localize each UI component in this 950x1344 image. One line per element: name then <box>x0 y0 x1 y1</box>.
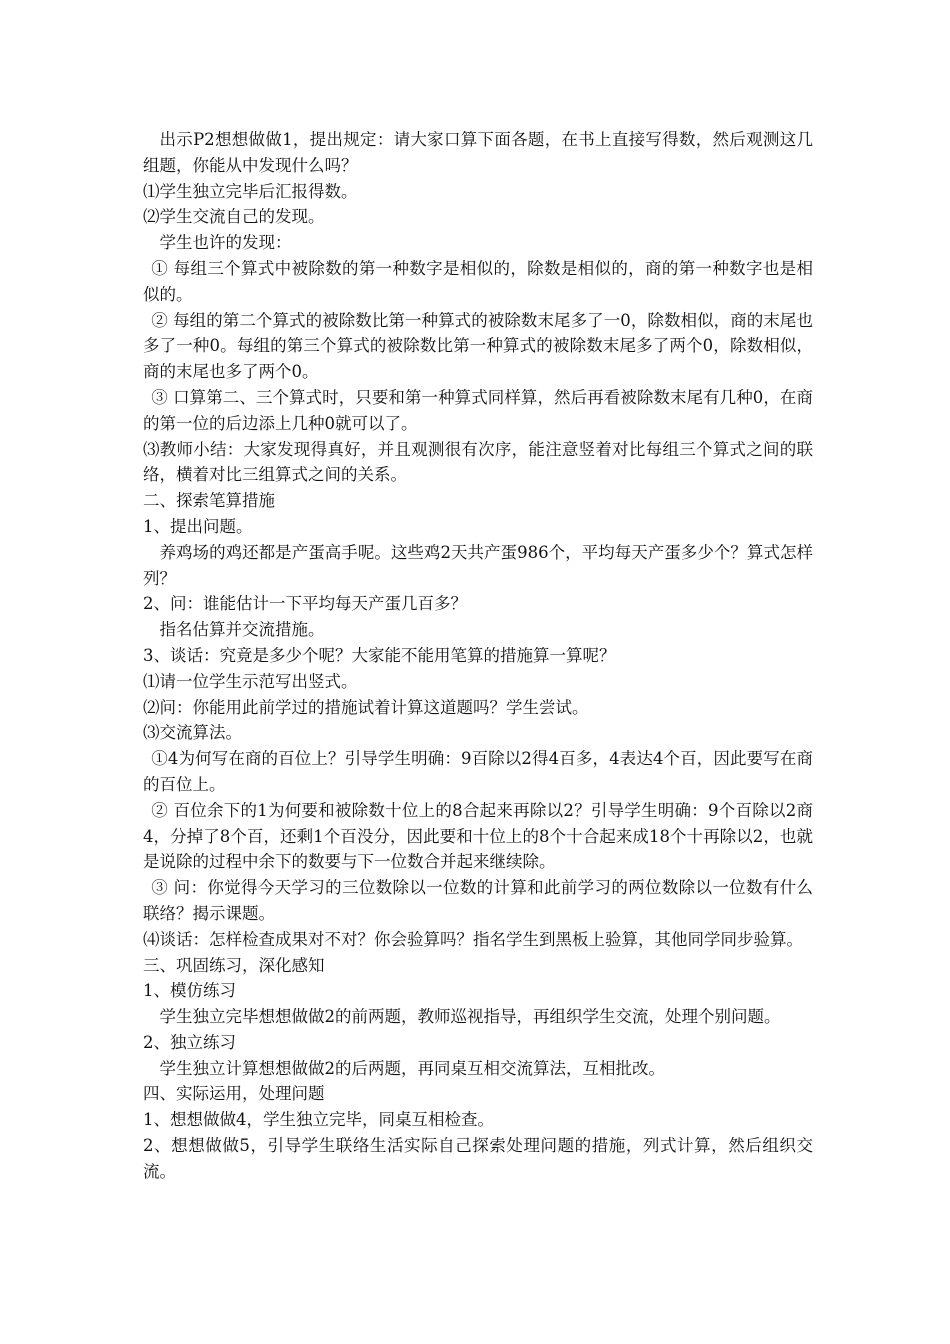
paragraph: 2、独立练习 <box>143 1032 236 1052</box>
paragraph: 指名估算并交流措施。 <box>159 620 325 640</box>
paragraph: ⑶教师小结：大家发现得真好，并且观测很有次序，能注意竖着对比每组三个算式之间的联络，横着对比三组算式之间的关系。 <box>143 439 813 485</box>
paragraph: 学生独立计算想想做做2的后两题，再同桌互相交流算法，互相批改。 <box>159 1058 665 1078</box>
paragraph: 3、谈话：究竟是多少个呢？大家能不能用笔算的措施算一算呢？ <box>143 645 616 665</box>
paragraph: ③ 问：你觉得今天学习的三位数除以一位数的计算和此前学习的两位数除以一位数有什么联络？揭示课题。 <box>143 878 813 923</box>
paragraph: 出示P2想想做做1，提出规定：请大家口算下面各题，在书上直接写得数，然后观测这几组题，你能从中发现什么吗？ <box>143 130 813 175</box>
paragraph: ⑷谈话：怎样检查成果对不对？你会验算吗？指名学生到黑板上验算，其他同学同步验算。 <box>143 929 803 949</box>
paragraph: 二、探索笔算措施 <box>143 491 275 511</box>
paragraph: ①4为何写在商的百位上？引导学生明确：9百除以2得4百多，4表达4个百，因此要写在商的百位上。 <box>143 749 813 794</box>
paragraph: ⑵学生交流自己的发现。 <box>143 207 325 227</box>
paragraph: ③ 口算第二、三个算式时，只要和第一种算式同样算，然后再看被除数末尾有几种0，在商的第一位的后边添上几种0就可以了。 <box>143 387 813 433</box>
paragraph: 三、巩固练习，深化感知 <box>143 955 325 975</box>
paragraph: 四、实际运用，处理问题 <box>143 1084 325 1104</box>
paragraph: 2、问：谁能估计一下平均每天产蛋几百多？ <box>143 594 467 614</box>
paragraph: ⑴请一位学生示范写出竖式。 <box>143 671 358 691</box>
paragraph: ⑵问：你能用此前学过的措施试着计算这道题吗？学生尝试。 <box>143 697 589 717</box>
paragraph: ② 百位余下的1为何要和被除数十位上的8合起来再除以2？引导学生明确：9个百除以2商4，分掉了8个百，还剩1个百没分，因此要和十位上的8个十合起来成18个十再除以2，也就是说除的过程中余下的数要与下一位数合并起来继续除。 <box>143 800 813 872</box>
paragraph: ⑶交流算法。 <box>143 723 242 743</box>
paragraph: 1、想想做做4，学生独立完毕，同桌互相检查。 <box>143 1110 494 1130</box>
document-body <box>143 127 813 1185</box>
paragraph: ② 每组的第二个算式的被除数比第一种算式的被除数末尾多了一0，除数相似，商的末尾也多了一种0。每组的第三个算式的被除数比第一种算式的被除数末尾多了两个0，除数相似，商的末尾也多了两个0。 <box>143 310 813 382</box>
paragraph: ① 每组三个算式中被除数的第一种数字是相似的，除数是相似的，商的第一种数字也是相似的。 <box>143 258 813 304</box>
paragraph: 1、模仿练习 <box>143 981 236 1001</box>
paragraph: 学生独立完毕想想做做2的前两题，教师巡视指导，再组织学生交流，处理个别问题。 <box>159 1007 781 1027</box>
paragraph: 1、提出问题。 <box>143 516 253 536</box>
paragraph: 学生也许的发现： <box>159 233 292 253</box>
paragraph: 养鸡场的鸡还都是产蛋高手呢。这些鸡2天共产蛋986个，平均每天产蛋多少个？算式怎样列？ <box>143 542 813 588</box>
paragraph: ⑴学生独立完毕后汇报得数。 <box>143 181 358 201</box>
paragraph: 2、想想做做5，引导学生联络生活实际自己探索处理问题的措施，列式计算，然后组织交流。 <box>143 1136 813 1181</box>
